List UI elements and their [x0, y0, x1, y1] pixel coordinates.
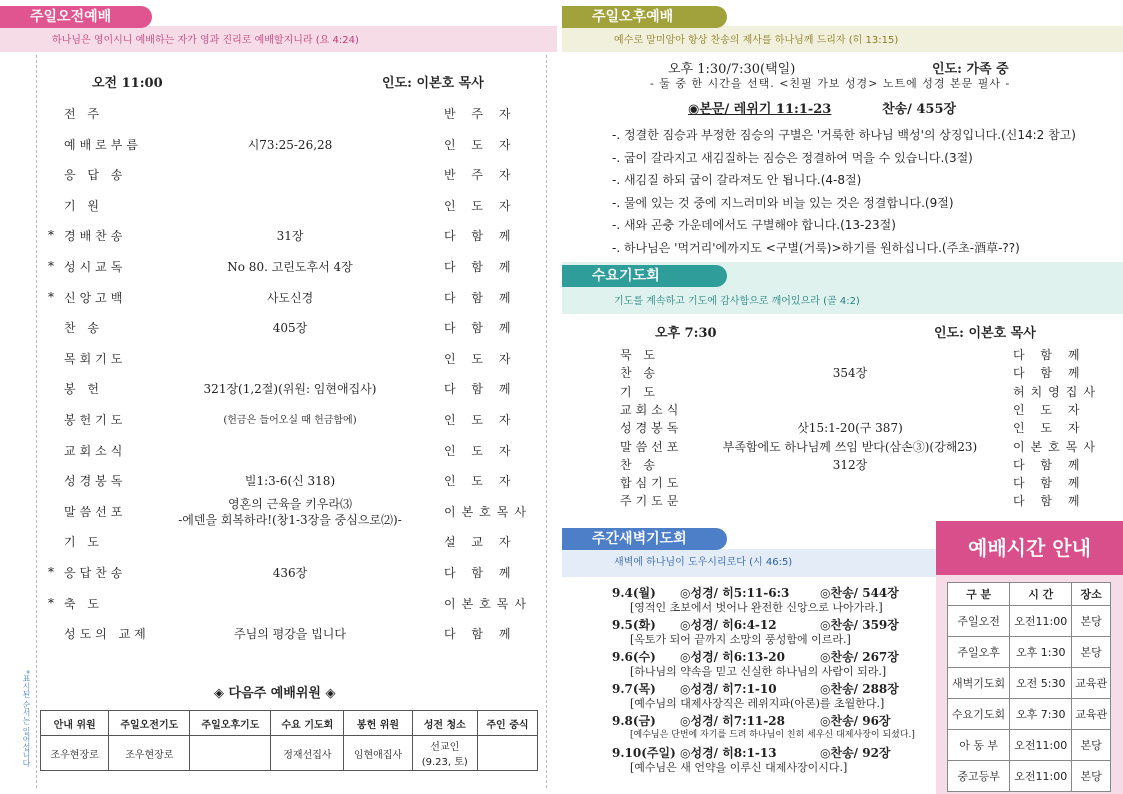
dawn-summary: [예수님은 새 언약을 이루신 대제사장이시다.] — [630, 761, 848, 774]
committee-header: 안내 위원 — [41, 711, 109, 736]
dawn-summary: [예수님의 대제사장직은 레위지파(아론)를 초월한다.] — [630, 697, 885, 710]
order-item-name: 신앙고백 — [64, 290, 127, 305]
dawn-section-header: 주간새벽기도회 — [562, 528, 727, 550]
committee-value: 조우현장로 — [109, 736, 190, 771]
pm-leader: 인도: 가족 중 — [932, 62, 1009, 77]
pm-section-header: 주일오후예배 — [562, 6, 727, 28]
pm-scripture: ◉본문/ 레위기 11:1-23 — [688, 102, 832, 117]
times-row — [948, 637, 1111, 668]
order-item-person: 다 함 께 — [444, 260, 517, 274]
order-item-name: 봉 헌 — [64, 382, 103, 397]
times-row — [948, 761, 1111, 792]
wed-item-person: 다 함 께 — [1013, 476, 1086, 491]
times-cell: 중고등부 — [948, 761, 1010, 792]
pm-verse: 예수로 말미암아 항상 찬송의 제사를 하나님께 드리자 (히 13:15) — [614, 35, 899, 46]
dawn-date: 9.8(금) — [612, 714, 656, 728]
dawn-hymn: ◎찬송/ 288장 — [820, 682, 899, 696]
times-cell: 본당 — [1072, 637, 1111, 668]
dawn-summary: [옥토가 되어 끝까지 소망의 풍성함에 이르라.] — [630, 633, 851, 646]
wed-item-person: 인 도 자 — [1013, 421, 1086, 436]
order-item-desc: 사도신경 — [266, 290, 314, 305]
wed-item-person: 다 함 께 — [1013, 457, 1086, 472]
order-item-name: 성시교독 — [64, 260, 127, 274]
times-cell: 주일오전 — [948, 606, 1010, 637]
times-header: 장소 — [1072, 583, 1111, 606]
order-item-desc: 436장 — [272, 566, 308, 580]
times-cell: 본당 — [1072, 730, 1111, 761]
times-cell: 오전 5:30 — [1010, 668, 1072, 699]
order-item-name: 축 도 — [64, 596, 103, 611]
order-item-name: 전 주 — [64, 107, 103, 121]
committee-value: 임현애집사 — [344, 736, 412, 771]
dawn-date: 9.10(주일) — [612, 746, 676, 760]
order-item-desc: 321장(1,2절)(위원: 임현애집사) — [203, 382, 377, 397]
wed-item-name: 말씀선포 — [620, 439, 683, 454]
wed-item-name: 주기도문 — [620, 494, 683, 509]
standing-mark: * — [48, 565, 54, 579]
committee-header: 성전 청소 — [412, 711, 477, 736]
dawn-date: 9.4(월) — [612, 586, 656, 600]
morning-service-time: 오전 11:00 — [92, 76, 163, 91]
wed-item-person: 다 함 께 — [1013, 494, 1086, 509]
order-item-person: 인 도 자 — [444, 474, 517, 489]
dawn-hymn: ◎찬송/ 359장 — [820, 618, 899, 632]
times-cell: 오후 1:30 — [1010, 637, 1072, 668]
order-item-name: 목회기도 — [64, 351, 127, 366]
order-item-desc: 빌1:3-6(신 318) — [244, 474, 336, 489]
order-item-name: 성도의 교제 — [64, 627, 150, 642]
order-item-person: 다 함 께 — [444, 290, 517, 305]
standing-mark: * — [48, 289, 54, 304]
morning-service-leader: 인도: 이본호 목사 — [382, 76, 484, 91]
wed-item-name: 성경봉독 — [620, 421, 683, 436]
order-item-person: 이본호목사 — [444, 504, 532, 519]
left-verse: 하나님은 영이시니 예배하는 자가 영과 진리로 예배할지니라 (요 4:24) — [52, 35, 359, 46]
wed-item-person: 이본호목사 — [1013, 439, 1101, 454]
dawn-summary: [하나님의 약속을 믿고 신실한 하나님의 사람이 되라.] — [630, 665, 887, 678]
times-cell: 오전11:00 — [1010, 606, 1072, 637]
pm-bullet: -. 새와 곤충 가운데에서도 구별해야 합니다.(13-23절) — [612, 218, 896, 232]
pm-bullet: -. 굽이 갈라지고 새김질하는 짐승은 정결하여 먹을 수 있습니다.(3절) — [612, 150, 973, 165]
order-item-desc2: -에덴을 회복하라!(창1-3장을 중심으로⑵)- — [178, 512, 402, 527]
standing-mark: * — [48, 259, 54, 273]
times-cell: 아 동 부 — [948, 730, 1010, 761]
order-item-person: 인 도 자 — [444, 443, 517, 458]
committee-value: 조우현장로 — [41, 736, 109, 771]
pm-bullet: -. 물에 있는 것 중에 지느러미와 비늘 있는 것은 정결합니다.(9절) — [612, 195, 954, 210]
committee-value — [477, 736, 537, 771]
times-cell: 오후 7:30 — [1010, 699, 1072, 730]
order-item-desc: No 80. 고린도후서 4장 — [227, 260, 353, 274]
order-item-person: 다 함 께 — [444, 321, 517, 336]
order-item-name: 말씀선포 — [64, 504, 127, 519]
left-section-header: 주일오전예배 — [0, 6, 152, 28]
order-item-person: 인 도 자 — [444, 351, 517, 366]
times-title: 예배시간 안내 — [936, 521, 1123, 575]
wed-item-name: 합심기도 — [620, 476, 683, 491]
dawn-scripture: ◎성경/ 히7:11-28 — [680, 714, 785, 728]
dawn-hymn: ◎찬송/ 267장 — [820, 650, 899, 664]
order-item-person: 다 함 께 — [444, 627, 517, 642]
dawn-hymn: ◎찬송/ 92장 — [820, 746, 891, 760]
order-item-name: 응답찬송 — [64, 566, 127, 580]
wed-leader: 인도: 이본호 목사 — [934, 326, 1036, 341]
committee-header: 수요 기도회 — [271, 711, 344, 736]
times-row — [948, 730, 1111, 761]
order-item-desc: 31장 — [276, 229, 304, 244]
wed-item-desc: 부족함에도 하나님께 쓰임 받다(삼손③)(강해23) — [722, 439, 978, 454]
times-cell: 교육관 — [1072, 699, 1111, 730]
wed-time: 오후 7:30 — [655, 326, 717, 341]
dawn-date: 9.7(목) — [612, 682, 656, 696]
order-item-name: 기 도 — [64, 535, 103, 550]
pm-bullet: -. 하나님은 '먹거리'에까지도 <구별(거룩)>하기를 원하십니다.(주초-酒草-??) — [612, 240, 1020, 255]
dawn-summary: [예수님은 단번에 자기를 드려 하나님이 친히 세우신 대제사장이 되셨다.] — [630, 730, 915, 740]
committee-table — [40, 710, 538, 771]
wed-item-desc: 354장 — [832, 366, 868, 381]
wed-item-desc: 312장 — [832, 457, 868, 472]
dawn-date: 9.6(수) — [612, 650, 656, 664]
times-cell: 새벽기도회 — [948, 668, 1010, 699]
order-item-name: 기 원 — [64, 198, 103, 213]
standing-mark: * — [48, 595, 54, 610]
committee-value — [190, 736, 271, 771]
wed-item-person: 다 함 께 — [1013, 348, 1086, 362]
dawn-verse: 새벽에 하나님이 도우시리로다 (시 46:5) — [614, 557, 793, 568]
committee-header: 주일오후기도 — [190, 711, 271, 736]
times-cell: 본당 — [1072, 761, 1111, 792]
order-item-person: 다 함 께 — [444, 229, 517, 244]
order-item-person: 반 주 자 — [444, 168, 517, 183]
wed-section-header: 수요기도회 — [562, 265, 727, 287]
pm-note: - 둘 중 한 시간을 선택. <친필 가보 성경> 노트에 성경 본문 필사 - — [650, 77, 1011, 90]
committee-header: 주인 중식 — [477, 711, 537, 736]
order-item-person: 이본호목사 — [444, 596, 532, 611]
dawn-hymn: ◎찬송/ 96장 — [820, 714, 891, 728]
times-cell: 본당 — [1072, 606, 1111, 637]
times-header: 구 분 — [948, 583, 1010, 606]
wed-verse: 기도를 계속하고 기도에 감사함으로 깨어있으라 (골 4:2) — [614, 296, 860, 307]
order-item-desc: 영혼의 근육을 키우라⑶ — [228, 496, 352, 511]
order-item-person: 다 함 께 — [444, 382, 517, 397]
order-item-person: 반 주 자 — [444, 107, 517, 121]
times-cell: 오전11:00 — [1010, 730, 1072, 761]
committee-value: 선교인 (9.23, 토) — [412, 736, 477, 771]
order-item-name: 응 답 송 — [64, 168, 127, 183]
times-header: 시 간 — [1010, 583, 1072, 606]
order-item-name: 성경봉독 — [64, 474, 127, 489]
wed-item-person: 인 도 자 — [1013, 402, 1086, 417]
order-item-name: 예배로부름 — [64, 137, 142, 152]
service-times-table — [947, 582, 1111, 792]
order-item-name: 경배찬송 — [64, 229, 127, 244]
dawn-scripture: ◎성경/ 히8:1-13 — [680, 746, 777, 760]
order-item-desc: 시73:25-26,28 — [247, 137, 333, 152]
pm-hymn: 찬송/ 455장 — [882, 102, 957, 117]
dawn-scripture: ◎성경/ 히7:1-10 — [680, 682, 777, 696]
wed-item-person: 다 함 께 — [1013, 366, 1086, 381]
order-item-name: 찬 송 — [64, 321, 103, 336]
times-cell: 오전11:00 — [1010, 761, 1072, 792]
times-row — [948, 699, 1111, 730]
times-row — [948, 606, 1111, 637]
order-item-person: 설 교 자 — [444, 535, 517, 550]
order-item-person: 인 도 자 — [444, 198, 517, 213]
dawn-scripture: ◎성경/ 히6:4-12 — [680, 618, 777, 632]
order-item-name: 교회소식 — [64, 443, 127, 458]
times-cell: 수요기도회 — [948, 699, 1010, 730]
wed-item-name: 찬 송 — [620, 457, 659, 472]
order-item-person: 인 도 자 — [444, 413, 517, 427]
times-row — [948, 668, 1111, 699]
order-item-name: 봉헌기도 — [64, 413, 127, 427]
committee-value: 정재선집사 — [271, 736, 344, 771]
dawn-scripture: ◎성경/ 히5:11-6:3 — [680, 586, 790, 600]
wed-item-person: 허치영집사 — [1013, 384, 1101, 399]
committee-header: 주일오전기도 — [109, 711, 190, 736]
pm-bullet: -. 정결한 짐승과 부정한 짐승의 구별은 '거룩한 하나님 백성'의 상징입니다.(신14:2 참고) — [612, 128, 1076, 142]
order-item-desc: 405장 — [272, 321, 308, 336]
order-item-person: 다 함 께 — [444, 566, 517, 580]
wed-item-name: 기 도 — [620, 384, 659, 399]
times-cell: 주일오후 — [948, 637, 1010, 668]
wed-item-name: 교회소식 — [620, 402, 683, 417]
order-item-person: 인 도 자 — [444, 137, 517, 152]
times-cell: 교육관 — [1072, 668, 1111, 699]
dawn-date: 9.5(화) — [612, 618, 656, 632]
committee-header: 봉헌 위원 — [344, 711, 412, 736]
order-item-desc: (헌금은 들어오실 때 헌금함에) — [223, 415, 357, 426]
next-week-title: ◈ 다음주 예배위원 ◈ — [214, 686, 336, 701]
pm-time: 오후 1:30/7:30(택일) — [668, 62, 796, 77]
wed-item-name: 찬 송 — [620, 366, 659, 381]
dawn-scripture: ◎성경/ 히6:13-20 — [680, 650, 785, 664]
wed-item-name: 묵 도 — [620, 348, 659, 362]
order-item-desc: 주님의 평강을 빕니다 — [234, 627, 346, 642]
pm-bullet: -. 새김질 하되 굽이 갈라져도 안 됩니다.(4-8절) — [612, 173, 862, 187]
standing-mark: * — [48, 228, 54, 243]
dawn-summary: [영적인 초보에서 벗어나 완전한 신앙으로 나아가라.] — [630, 601, 883, 614]
dawn-hymn: ◎찬송/ 544장 — [820, 586, 899, 600]
standing-note: *표시된 순서는 일어섭니다 — [22, 670, 31, 768]
wed-item-desc: 삿15:1-20(구 387) — [797, 421, 903, 436]
